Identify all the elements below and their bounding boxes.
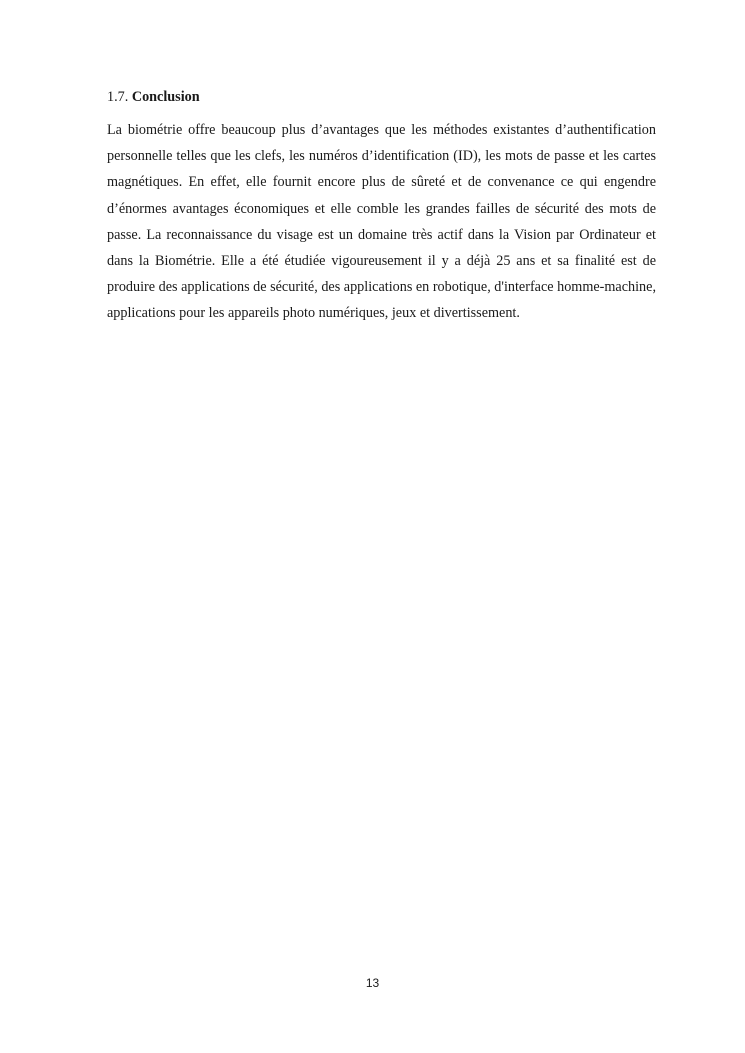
section-heading [107, 88, 656, 106]
section-number: 1.7. [107, 89, 129, 105]
page-content [107, 88, 656, 327]
page-number: 13 [365, 976, 380, 990]
section-title: Conclusion [131, 89, 200, 105]
conclusion-paragraph: La biométrie offre beaucoup plus d’avantages que les méthodes existantes d’authentification personnelle telles que les clefs, les numéros d’identification (ID), les mots de passe et les cartes magnétiques. En effet, elle fournit encore plus de sûreté et de convenance ce qui engendre d’énormes avantages économiques et elle comble les grandes failles de sécurité des mots de passe. La reconnaissance du visage est un domaine très actif dans la Vision par Ordinateur et dans la Biométrie. Elle a été étudiée vigoureusement il y a déjà 25 ans et sa finalité est de produire des applications de sécurité, des applications en robotique, d'interface homme-machine, applications pour les appareils photo numériques, jeux et divertissement. [107, 122, 656, 322]
